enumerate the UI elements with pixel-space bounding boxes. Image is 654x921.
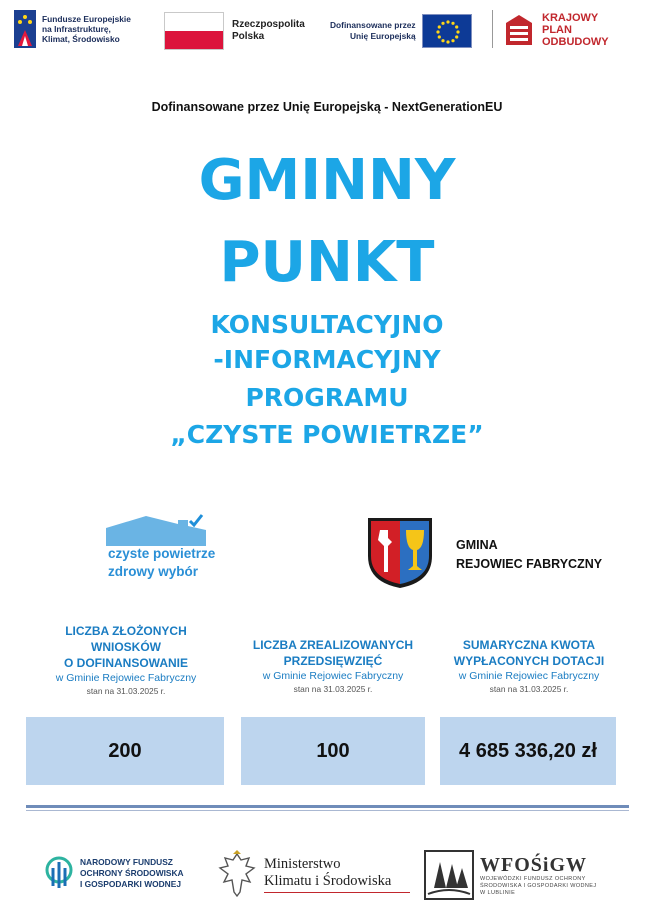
title-line-2: PUNKT: [219, 230, 435, 295]
stat-projects-value: 100: [316, 739, 350, 762]
ministry-red-line: [264, 892, 410, 893]
stat-place: w Gminie Rejowiec Fabryczny: [458, 670, 600, 682]
wfos-forest-icon: [424, 850, 474, 900]
ministry-line-1: Ministerstwo: [264, 855, 341, 872]
kpo-logo-text: [542, 12, 609, 48]
stat-applications-value: 200: [108, 739, 142, 762]
stat-applications-value-box: [26, 717, 224, 785]
stat-title-line: WNIOSKÓW: [91, 640, 161, 654]
stat-applications-heading: [26, 623, 226, 698]
nfos-tree-icon: [44, 856, 74, 890]
stat-title-line: O DOFINANSOWANIE: [63, 656, 188, 670]
wfos-line-3: W LUBLINIE: [480, 889, 516, 896]
fe-logo: [14, 10, 137, 48]
stat-title-line: WYPŁACONYCH DOTACJI: [453, 654, 605, 668]
eu-flag-icon: [422, 14, 472, 48]
gmina-line-2: REJOWIEC FABRYCZNY: [456, 557, 603, 571]
coat-of-arms-icon: [366, 516, 434, 590]
stat-place: w Gminie Rejowiec Fabryczny: [55, 672, 197, 684]
rp-logo: [164, 12, 305, 50]
title-line-3: KONSULTACYJNO: [210, 310, 444, 339]
nfos-line-3: I GOSPODARKI WODNEJ: [80, 878, 181, 889]
stat-date: stan na 31.03.2025 r.: [489, 684, 569, 694]
footer-divider-thin: [26, 810, 629, 811]
rp-line-2: Polska: [232, 31, 265, 42]
wfos-logo-text: [480, 854, 597, 897]
ue-line-1: Dofinansowane przez: [330, 20, 416, 30]
stat-title-line: PRZEDSIĘWZIĘĆ: [283, 654, 383, 668]
gmina-name: [456, 536, 602, 574]
polish-flag-icon: [164, 12, 224, 50]
czyste-powietrze-logo: [106, 512, 224, 584]
gmina-line-1: GMINA: [456, 538, 498, 552]
nfos-line-2: OCHRONY ŚRODOWISKA: [80, 867, 184, 878]
title-line-4: -INFORMACYJNY: [213, 345, 441, 374]
kpo-line-2: PLAN: [542, 24, 572, 36]
stat-title-line: SUMARYCZNA KWOTA: [462, 638, 596, 652]
stat-title-line: LICZBA ZŁOŻONYCH: [65, 624, 187, 638]
funding-note: Dofinansowane przez Unię Europejską - NextGenerationEU: [151, 100, 503, 114]
fe-stars-icon: [14, 10, 36, 48]
kpo-line-3: ODBUDOWY: [542, 36, 609, 48]
logo-separator: [492, 10, 493, 48]
ue-logo: [330, 14, 472, 48]
wfos-line-2: ŚRODOWISKA I GOSPODARKI WODNEJ: [480, 882, 597, 889]
wfos-line-1: WOJEWÓDZKI FUNDUSZ OCHRONY: [480, 875, 586, 882]
kpo-line-1: KRAJOWY: [542, 12, 599, 24]
stat-date: stan na 31.03.2025 r.: [86, 686, 166, 696]
stat-title-line: LICZBA ZREALIZOWANYCH: [252, 638, 414, 652]
title-line-5: PROGRAMU: [245, 383, 409, 412]
house-roof-icon: [106, 512, 206, 546]
program-logo-line-1: czyste powietrze: [108, 546, 216, 561]
nfos-logo-text: [80, 857, 184, 890]
kpo-mark-icon: [504, 13, 534, 47]
wfos-logo: [424, 850, 597, 900]
ue-line-2: Unię Europejską: [349, 31, 416, 41]
fe-logo-text: Fundusze Europejskie na Infrastrukturę, Klimat, Środowisko: [42, 14, 131, 44]
white-eagle-icon: [216, 850, 258, 898]
program-logo-line-2: zdrowy wybór: [108, 564, 199, 579]
stat-amount-value: 4 685 336,20 zł: [459, 739, 597, 762]
stat-projects-value-box: [241, 717, 425, 785]
rp-line-1: Rzeczpospolita: [232, 19, 305, 30]
title-line-1: GMINNY: [198, 148, 456, 213]
ministry-line-2: Klimatu i Środowiska: [264, 872, 392, 889]
stat-projects-heading: [230, 637, 436, 696]
kpo-logo: [504, 12, 609, 48]
stat-date: stan na 31.03.2025 r.: [293, 684, 373, 694]
title-line-6: „CZYSTE POWIETRZE”: [170, 420, 484, 449]
footer-divider: [26, 805, 629, 808]
rp-logo-text: [232, 19, 305, 43]
top-logo-bar: [0, 0, 654, 66]
ministry-logo: [216, 850, 410, 898]
nfos-logo: [44, 856, 184, 890]
wfos-name: WFOŚiGW: [480, 853, 588, 876]
ue-logo-text: [330, 20, 416, 42]
stat-amount-heading: [434, 637, 624, 696]
nfos-line-1: NARODOWY FUNDUSZ: [80, 856, 173, 867]
stat-amount-value-box: [440, 717, 616, 785]
stat-place: w Gminie Rejowiec Fabryczny: [262, 670, 404, 682]
ministry-logo-text: [264, 856, 410, 893]
